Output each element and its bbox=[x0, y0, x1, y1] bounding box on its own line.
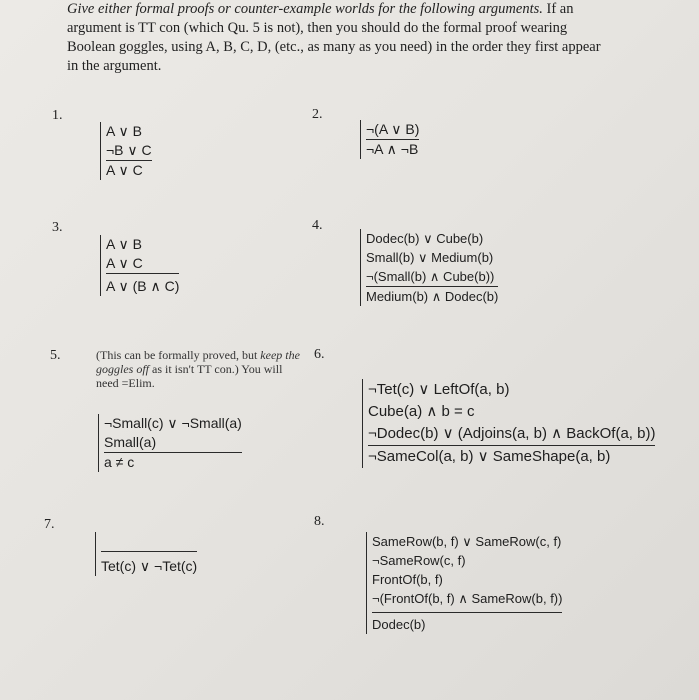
conclusion: a ≠ c bbox=[104, 454, 135, 470]
conclusion: A ∨ C bbox=[106, 162, 143, 178]
premise: ¬Tet(c) ∨ LeftOf(a, b) bbox=[368, 381, 510, 398]
premise: ¬(Small(b) ∧ Cube(b)) bbox=[366, 267, 498, 287]
problem-6-number: 6. bbox=[314, 347, 325, 362]
premise: FrontOf(b, f) bbox=[372, 572, 443, 587]
premise: Cube(a) ∧ b = c bbox=[368, 403, 475, 420]
problem-1-number: 1. bbox=[52, 108, 63, 123]
problem-3-number: 3. bbox=[52, 220, 63, 235]
problem-7-number: 7. bbox=[44, 517, 55, 532]
premise: ¬B ∨ C bbox=[106, 141, 152, 161]
problem-2-proof bbox=[360, 120, 419, 159]
conclusion: ¬A ∧ ¬B bbox=[366, 141, 419, 157]
problem-6-proof bbox=[362, 379, 655, 468]
premise: SameRow(b, f) ∨ SameRow(c, f) bbox=[372, 534, 562, 549]
premise: ¬Small(c) ∨ ¬Small(a) bbox=[104, 415, 242, 431]
premise: Dodec(b) ∨ Cube(b) bbox=[366, 231, 484, 246]
instructions-lead: Give either formal proofs or counter-example worlds for the following arguments. bbox=[67, 1, 543, 17]
problem-5-note: (This can be formally proved, but keep the goggles off as it isn't TT con.) You will need =Elim. bbox=[96, 348, 300, 390]
conclusion: Dodec(b) bbox=[372, 617, 426, 632]
premise: Small(b) ∨ Medium(b) bbox=[366, 250, 494, 265]
premise: A ∨ C bbox=[106, 254, 179, 274]
problem-5-number: 5. bbox=[50, 348, 61, 363]
problem-2-number: 2. bbox=[312, 107, 323, 122]
problem-5-proof bbox=[98, 414, 242, 472]
problem-8-number: 8. bbox=[314, 514, 325, 529]
premise: Small(a) bbox=[104, 433, 242, 453]
conclusion: Tet(c) ∨ ¬Tet(c) bbox=[101, 558, 198, 574]
empty-premise bbox=[101, 532, 197, 552]
instructions-body: If an argument is TT con (which Qu. 5 is not), then you should do the formal proof wearing Boolean goggles, using A, B, C, D, (etc., as many as you need) in the order they first appear in the argument. bbox=[67, 1, 601, 74]
conclusion: ¬SameCol(a, b) ∨ SameShape(a, b) bbox=[368, 448, 611, 465]
premise: ¬Dodec(b) ∨ (Adjoins(a, b) ∧ BackOf(a, b)) bbox=[368, 423, 655, 446]
premise: ¬SameRow(c, f) bbox=[372, 553, 466, 568]
problem-4-number: 4. bbox=[312, 218, 323, 233]
premise: ¬(A ∨ B) bbox=[366, 120, 419, 140]
premise: A ∨ B bbox=[106, 123, 142, 139]
problem-7-proof bbox=[95, 532, 197, 576]
instructions bbox=[67, 0, 607, 76]
premise: ¬(FrontOf(b, f) ∧ SameRow(b, f)) bbox=[372, 589, 562, 613]
conclusion: Medium(b) ∧ Dodec(b) bbox=[366, 289, 499, 304]
premise: A ∨ B bbox=[106, 236, 142, 252]
problem-3-proof bbox=[100, 235, 179, 296]
problem-1-proof bbox=[100, 122, 152, 180]
problem-8-proof bbox=[366, 532, 562, 634]
problem-4-proof bbox=[360, 229, 498, 306]
conclusion: A ∨ (B ∧ C) bbox=[106, 278, 180, 294]
